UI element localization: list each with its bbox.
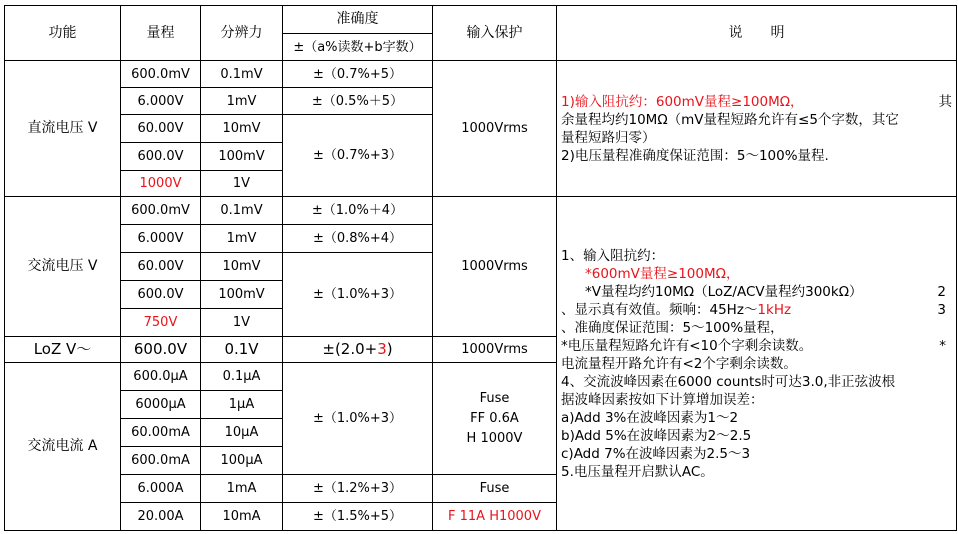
- header-resolution: 分辨力: [201, 6, 283, 61]
- aca-resolution: 1μA: [201, 391, 283, 419]
- ac-desc-line5: 、准确度保证范围：5～100%量程，: [561, 319, 784, 336]
- loz-accuracy-pre: ±(2.0+: [322, 340, 378, 358]
- ac-desc-line6: [561, 337, 952, 355]
- dcv-accuracy: ±（0.7%+3）: [283, 115, 433, 197]
- loz-protection: 1000Vrms: [433, 337, 557, 363]
- acv-range: 750V: [121, 309, 201, 337]
- aca-accuracy: ±（1.2%+3）: [283, 475, 433, 503]
- acv-range: 600.0mV: [121, 197, 201, 225]
- dcv-description: [557, 61, 957, 197]
- acv-range: 60.00V: [121, 253, 201, 281]
- acv-resolution: 10mV: [201, 253, 283, 281]
- ac-desc-line2: *600mV量程≥100MΩ，: [585, 265, 740, 282]
- aca-resolution: 10μA: [201, 419, 283, 447]
- dcv-desc-line1: [561, 93, 952, 111]
- dcv-range: 60.00V: [121, 115, 201, 143]
- dcv-resolution: 0.1mV: [201, 61, 283, 88]
- aca-fuse-1-line1: Fuse: [479, 390, 510, 406]
- header-accuracy: 准确度: [283, 6, 433, 34]
- ac-desc-line7: 电流量程开路允许有<2个字剩余读数。: [561, 355, 797, 372]
- aca-range: 6.000A: [121, 475, 201, 503]
- acv-range: 600.0V: [121, 281, 201, 309]
- aca-range: 60.00mA: [121, 419, 201, 447]
- aca-range: 600.0μA: [121, 363, 201, 391]
- ac-desc-line11: b)Add 5%在波峰因素为2～2.5: [561, 427, 752, 444]
- aca-function: 交流电流 A: [5, 363, 121, 531]
- ac-desc-line3-tail: 2: [937, 283, 946, 300]
- ac-desc-line4-pre: 、显示真有效值。频响：45Hz～: [561, 301, 758, 318]
- loz-function: LoZ V～: [5, 337, 121, 363]
- aca-fuse-2-rating: F 11A H1000V: [433, 503, 557, 531]
- header-accuracy-formula: ±（a%读数+b字数）: [283, 34, 433, 61]
- dcv-desc-line4: 2)电压量程准确度保证范围：5～100%量程.: [561, 147, 829, 164]
- dcv-desc-line3: 量程短路归零）: [561, 129, 656, 146]
- aca-accuracy: ±（1.5%+5）: [283, 503, 433, 531]
- ac-desc-line13: 5.电压量程开启默认AC。: [561, 463, 714, 480]
- acv-resolution: 1mV: [201, 225, 283, 253]
- ac-desc-line4-tail: 3: [937, 301, 946, 318]
- ac-desc-line3-text: *V量程均约10MΩ（LoZ/ACV量程约300kΩ）: [585, 283, 863, 300]
- dcv-desc-line2: 余量程均约10MΩ（mV量程短路允许有≤5个字数，其它: [561, 111, 899, 128]
- loz-resolution: 0.1V: [201, 337, 283, 363]
- ac-desc-line4-text: [561, 301, 791, 319]
- dcv-desc-line1-red: 1)输入阻抗约：600mV量程≥100MΩ，: [561, 93, 804, 110]
- dcv-range: 600.0V: [121, 143, 201, 171]
- ac-desc-line9: 据波峰因素按如下计算增加误差：: [561, 391, 764, 408]
- loz-accuracy-red: 3: [377, 340, 387, 358]
- aca-resolution: 0.1μA: [201, 363, 283, 391]
- acv-range: 6.000V: [121, 225, 201, 253]
- ac-desc-line10: a)Add 3%在波峰因素为1～2: [561, 409, 739, 426]
- acv-resolution: 0.1mV: [201, 197, 283, 225]
- header-description: 说 明: [557, 6, 957, 61]
- loz-range: 600.0V: [121, 337, 201, 363]
- dcv-range: 6.000V: [121, 88, 201, 115]
- aca-range: 600.0mA: [121, 447, 201, 475]
- aca-fuse-1-line2: FF 0.6A: [470, 410, 519, 426]
- acv-resolution: 1V: [201, 309, 283, 337]
- acv-function: 交流电压 V: [5, 197, 121, 337]
- aca-fuse-1: [433, 363, 557, 475]
- loz-accuracy-post: ): [386, 340, 393, 358]
- dcv-range: 600.0mV: [121, 61, 201, 88]
- ac-desc-line12: c)Add 7%在波峰因素为2.5～3: [561, 445, 751, 462]
- ac-desc-line3: [561, 283, 952, 301]
- ac-desc-line1: 1、输入阻抗约：: [561, 247, 665, 264]
- aca-fuse-1-line3: H 1000V: [466, 430, 523, 446]
- dcv-range: 1000V: [121, 171, 201, 197]
- dcv-accuracy: ±（0.5%＋5）: [283, 88, 433, 115]
- aca-range: 20.00A: [121, 503, 201, 531]
- acv-accuracy: ±（1.0%+3）: [283, 253, 433, 337]
- header-input-protection: 输入保护: [433, 6, 557, 61]
- header-function: 功能: [5, 6, 121, 61]
- ac-description: [557, 197, 957, 531]
- aca-range: 6000μA: [121, 391, 201, 419]
- dcv-resolution: 10mV: [201, 115, 283, 143]
- acv-resolution: 100mV: [201, 281, 283, 309]
- header-range: 量程: [121, 6, 201, 61]
- dcv-function: 直流电压 V: [5, 61, 121, 197]
- acv-protection: 1000Vrms: [433, 197, 557, 337]
- aca-accuracy: ±（1.0%+3）: [283, 363, 433, 475]
- ac-desc-line6-text: *电压量程短路允许有<10个字剩余读数。: [561, 337, 813, 354]
- ac-desc-line8: 4、交流波峰因素在6000 counts时可达3.0,非正弦波根: [561, 373, 896, 390]
- aca-resolution: 10mA: [201, 503, 283, 531]
- ac-desc-line6-tail: *: [939, 337, 946, 354]
- dcv-resolution: 1V: [201, 171, 283, 197]
- dcv-protection: 1000Vrms: [433, 61, 557, 197]
- ac-desc-line4: [561, 301, 952, 319]
- aca-resolution: 100μA: [201, 447, 283, 475]
- aca-fuse-2-label: Fuse: [433, 475, 557, 503]
- acv-accuracy: ±（0.8%+4）: [283, 225, 433, 253]
- acv-accuracy: ±（1.0%＋4）: [283, 197, 433, 225]
- dcv-resolution: 1mV: [201, 88, 283, 115]
- aca-resolution: 1mA: [201, 475, 283, 503]
- dcv-accuracy: ±（0.7%+5）: [283, 61, 433, 88]
- dcv-resolution: 100mV: [201, 143, 283, 171]
- spec-table: [4, 5, 957, 531]
- dcv-desc-line1-tail: 其: [938, 93, 952, 110]
- loz-accuracy: [283, 337, 433, 363]
- ac-desc-line4-red: 1kHz: [757, 301, 792, 318]
